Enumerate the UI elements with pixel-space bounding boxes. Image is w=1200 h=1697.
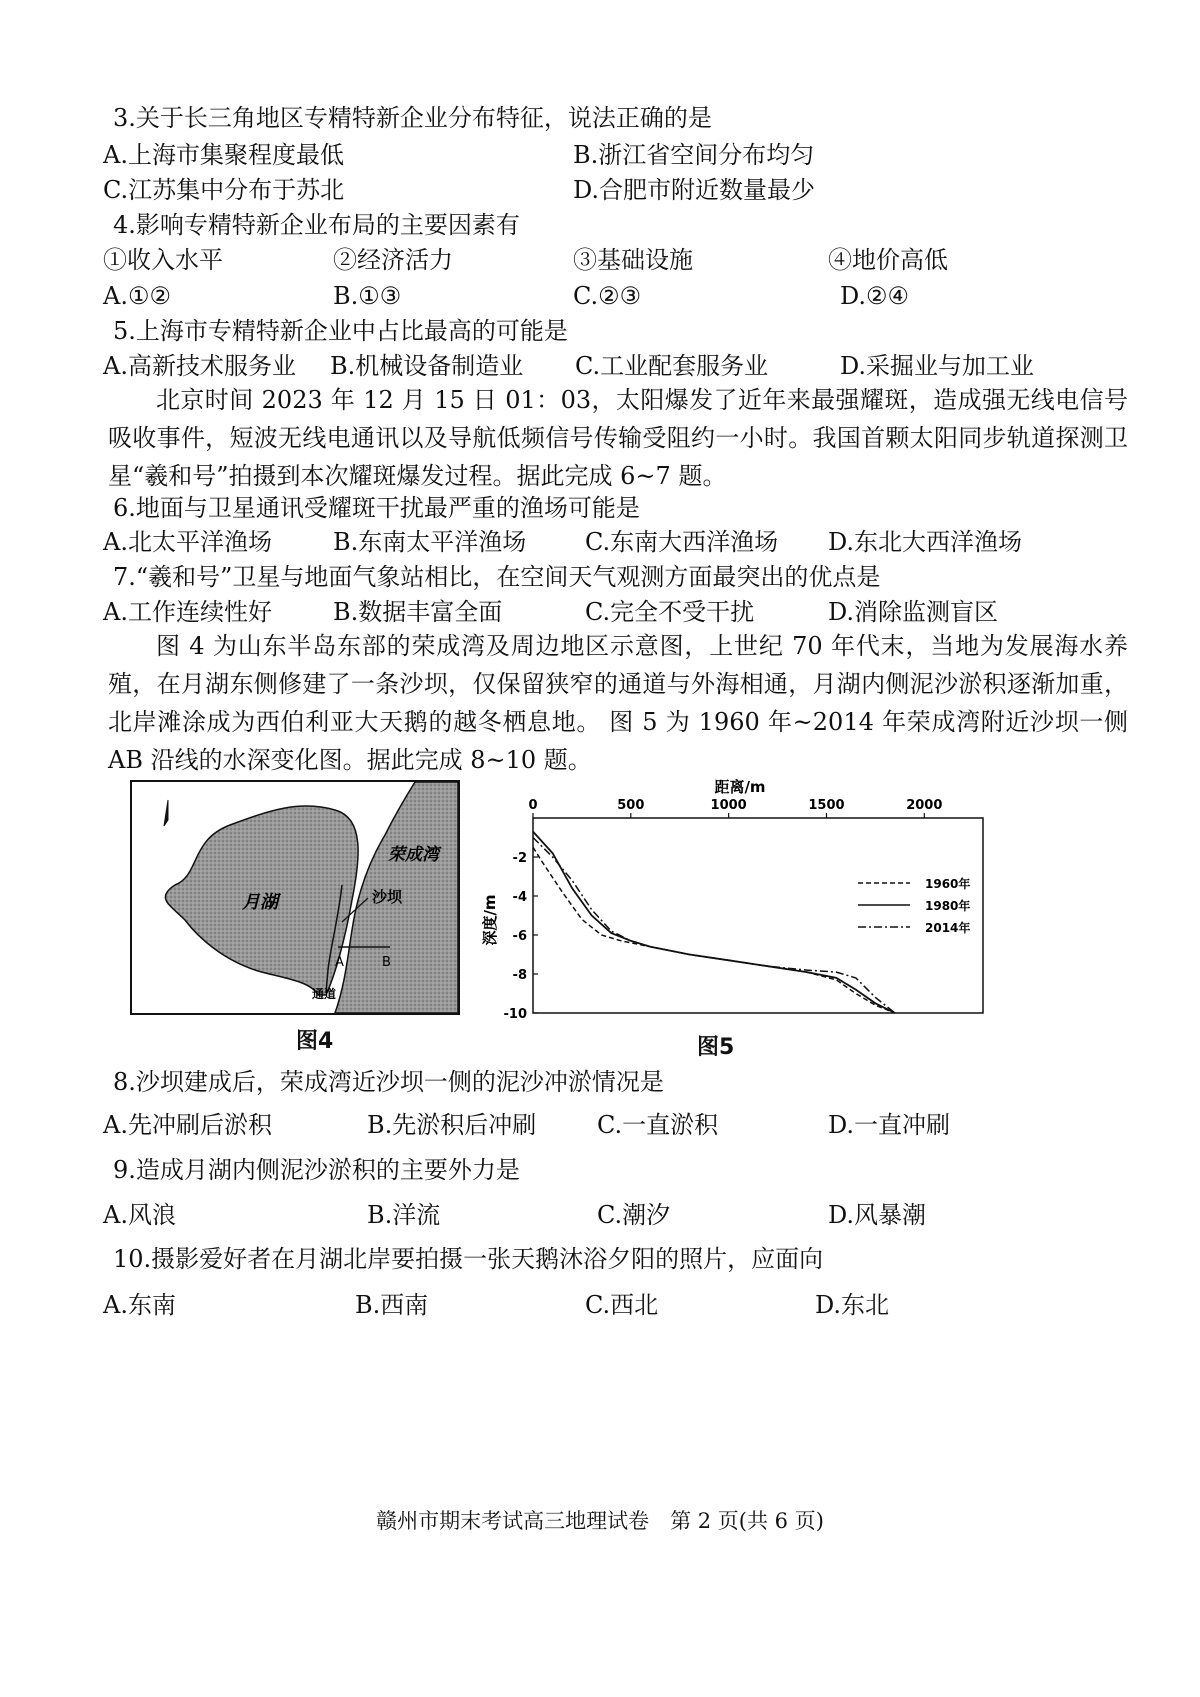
q8-option-c: C.一直淤积 [597,1111,719,1139]
q9-option-a: A.风浪 [103,1201,176,1229]
q4-option-a: A.①② [103,282,171,310]
question-3-stem: 3.关于长三角地区专精特新企业分布特征，说法正确的是 [113,104,712,132]
x-tick-label: 0 [528,798,538,813]
q3-option-a: A.上海市集聚程度最低 [103,141,344,169]
q7-option-a: A.工作连续性好 [103,598,272,626]
x-axis-label: 距离/m [714,778,766,796]
q3-option-d: D.合肥市附近数量最少 [573,176,816,204]
q10-option-a: A.东南 [103,1291,176,1319]
y-tick-label: -10 [503,1007,527,1022]
q10-option-c: C.西北 [585,1291,659,1319]
q4-item-1: ①收入水平 [103,246,223,274]
series-line-1960年 [533,847,895,1013]
q6-option-a: A.北太平洋渔场 [103,528,272,556]
q3-option-c: C.江苏集中分布于苏北 [103,176,345,204]
q9-option-d: D.风暴潮 [828,1201,927,1229]
question-9-stem: 9.造成月湖内侧泥沙淤积的主要外力是 [113,1156,520,1184]
page-footer: 赣州市期末考试高三地理试卷 第 2 页(共 6 页) [376,1509,824,1533]
label-point-b: B [382,955,391,970]
q10-option-b: B.西南 [355,1291,429,1319]
q5-option-d: D.采掘业与加工业 [840,352,1035,380]
figure-5-caption: 图5 [697,1035,735,1060]
q8-option-b: B.先淤积后冲刷 [367,1111,537,1139]
series-line-1980年 [533,832,895,1013]
q8-option-d: D.一直冲刷 [828,1111,951,1139]
question-8-stem: 8.沙坝建成后，荣成湾近沙坝一侧的泥沙冲淤情况是 [113,1068,664,1096]
q4-option-c: C.②③ [573,282,642,310]
x-tick-label: 2000 [906,798,943,813]
question-6-stem: 6.地面与卫星通讯受耀斑干扰最严重的渔场可能是 [113,494,640,522]
q4-item-4: ④地价高低 [828,246,948,274]
q7-option-b: B.数据丰富全面 [333,598,503,626]
q6-option-b: B.东南太平洋渔场 [333,528,527,556]
q5-option-a: A.高新技术服务业 [103,352,296,380]
y-tick-label: -8 [512,968,527,983]
q4-item-3: ③基础设施 [573,246,693,274]
y-axis-label: 深度/m [481,894,499,946]
label-point-a: A [335,955,344,970]
x-tick-label: 1500 [808,798,845,813]
question-5-stem: 5.上海市专精特新企业中占比最高的可能是 [113,317,568,345]
plot-frame [533,818,983,1013]
q4-item-2: ②经济活力 [333,246,453,274]
q7-option-d: D.消除监测盲区 [828,598,999,626]
q6-option-d: D.东北大西洋渔场 [828,528,1023,556]
y-tick-label: -4 [512,890,527,905]
q5-option-b: B.机械设备制造业 [330,352,524,380]
q7-option-c: C.完全不受干扰 [585,598,755,626]
label-channel: 通道 [312,987,337,1001]
question-10-stem: 10.摄影爱好者在月湖北岸要拍摄一张天鹅沐浴夕阳的照片，应面向 [113,1245,824,1273]
y-tick-label: -6 [512,929,527,944]
figure-5-chart [475,770,995,1025]
q9-option-c: C.潮汐 [597,1201,671,1229]
label-moon-lake: 月湖 [242,892,278,913]
series-line-2014年 [533,838,895,1014]
q4-option-d: D.②④ [840,282,910,310]
q10-option-d: D.东北 [815,1291,890,1319]
q8-option-a: A.先冲刷后淤积 [103,1111,272,1139]
figure-4-caption: 图4 [296,1029,334,1054]
label-sandbar: 沙坝 [372,888,403,906]
passage-solar-flare: 北京时间 2023 年 12 月 15 日 01：03，太阳爆发了近年来最强耀斑，造成强无线电信号吸收事件，短波无线电通讯以及导航低频信号传输受阻约一小时。我国首颗太阳同步轨道探测卫星“羲和号”拍摄到本次耀斑爆发过程。据此完成 6~7 题。 [108,386,1128,490]
legend-label: 1980年 [925,899,971,913]
question-7-stem: 7.“羲和号”卫星与地面气象站相比，在空间天气观测方面最突出的优点是 [113,563,881,591]
figure-4-map [130,780,460,1015]
label-rongcheng-bay: 荣成湾 [388,845,439,865]
x-tick-label: 500 [617,798,645,813]
q4-option-b: B.①③ [333,282,402,310]
x-tick-label: 1000 [710,798,747,813]
q9-option-b: B.洋流 [367,1201,441,1229]
question-4-stem: 4.影响专精特新企业布局的主要因素有 [113,211,520,239]
legend-label: 2014年 [925,921,971,935]
legend-label: 1960年 [925,877,971,891]
q3-option-b: B.浙江省空间分布均匀 [573,141,815,169]
y-tick-label: -2 [512,851,527,866]
q6-option-c: C.东南大西洋渔场 [585,528,779,556]
q5-option-c: C.工业配套服务业 [575,352,769,380]
passage-rongcheng-bay: 图 4 为山东半岛东部的荣成湾及周边地区示意图，上世纪 70 年代末，当地为发展海水养殖，在月湖东侧修建了一条沙坝，仅保留狭窄的通道与外海相通，月湖内侧泥沙淤积逐渐加重，北岸滩涂成为西伯利亚大天鹅的越冬栖息地。 图 5 为 1960 年~2014 年荣成湾附近沙坝一侧 AB 沿线的水深变化图。据此完成 8~10 题。 [108,632,1128,774]
